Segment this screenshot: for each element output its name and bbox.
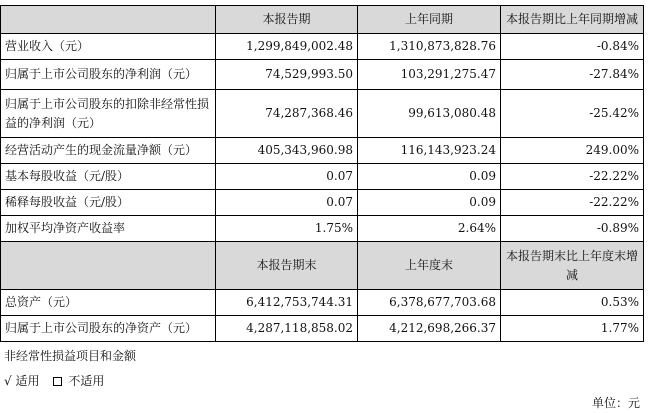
applicability-line xyxy=(4,373,104,389)
table-row xyxy=(1,316,644,342)
check-mark-icon: √ xyxy=(4,374,12,388)
table-row xyxy=(1,190,644,216)
row-prior-value: 2.64% xyxy=(358,216,501,242)
row-label: 加权平均净资产收益率 xyxy=(1,216,216,242)
table-row xyxy=(1,60,644,90)
table-row xyxy=(1,164,644,190)
row-change-value: 249.00% xyxy=(501,138,644,164)
row-change-value: -27.84% xyxy=(501,60,644,90)
unit-label: 单位：元 xyxy=(591,396,640,410)
row-prior-value: 1,310,873,828.76 xyxy=(358,34,501,60)
row-prior-value: 6,378,677,703.68 xyxy=(358,290,501,316)
header-change: 本报告期比上年同期增减 xyxy=(501,6,644,34)
row-label: 基本每股收益（元/股） xyxy=(1,164,216,190)
header2-change: 本报告期末比上年度末增减 xyxy=(501,242,644,290)
table-row xyxy=(1,138,644,164)
header2-blank-cell xyxy=(1,242,216,290)
row-label: 归属于上市公司股东的净利润（元） xyxy=(1,60,216,90)
row-prior-value: 103,291,275.47 xyxy=(358,60,501,90)
row-change-value: -22.22% xyxy=(501,190,644,216)
row-change-value: -0.89% xyxy=(501,216,644,242)
row-prior-value: 99,613,080.48 xyxy=(358,90,501,138)
row-current-value: 74,529,993.50 xyxy=(216,60,358,90)
checkbox-icon xyxy=(53,377,62,386)
header-current-period: 本报告期 xyxy=(216,6,358,34)
table-row xyxy=(1,34,644,60)
row-label: 归属于上市公司股东的净资产（元） xyxy=(1,316,216,342)
not-applicable-label: 不适用 xyxy=(68,374,105,388)
table-header-row-2 xyxy=(1,242,644,290)
row-label: 经营活动产生的现金流量净额（元） xyxy=(1,138,216,164)
row-prior-value: 0.09 xyxy=(358,164,501,190)
row-current-value: 1,299,849,002.48 xyxy=(216,34,358,60)
row-prior-value: 4,212,698,266.37 xyxy=(358,316,501,342)
row-label: 归属于上市公司股东的扣除非经常性损益的净利润（元） xyxy=(1,90,216,138)
row-change-value: -0.84% xyxy=(501,34,644,60)
non-recurring-items-heading: 非经常性损益项目和金额 xyxy=(4,349,137,363)
row-change-value: -22.22% xyxy=(501,164,644,190)
header-prior-year-end: 上年度末 xyxy=(358,242,501,290)
table-row xyxy=(1,290,644,316)
header-current-end: 本报告期末 xyxy=(216,242,358,290)
row-current-value: 0.07 xyxy=(216,190,358,216)
row-current-value: 0.07 xyxy=(216,164,358,190)
row-prior-value: 0.09 xyxy=(358,190,501,216)
header-prior-period: 上年同期 xyxy=(358,6,501,34)
row-current-value: 6,412,753,744.31 xyxy=(216,290,358,316)
row-current-value: 405,343,960.98 xyxy=(216,138,358,164)
row-label: 营业收入（元） xyxy=(1,34,216,60)
financial-summary-table xyxy=(0,5,644,342)
row-current-value: 74,287,368.46 xyxy=(216,90,358,138)
row-label: 稀释每股收益（元/股） xyxy=(1,190,216,216)
row-change-value: 1.77% xyxy=(501,316,644,342)
table-row xyxy=(1,216,644,242)
row-current-value: 4,287,118,858.02 xyxy=(216,316,358,342)
row-prior-value: 116,143,923.24 xyxy=(358,138,501,164)
applicable-label: 适用 xyxy=(15,374,40,388)
table-row xyxy=(1,90,644,138)
row-change-value: 0.53% xyxy=(501,290,644,316)
row-current-value: 1.75% xyxy=(216,216,358,242)
row-change-value: -25.42% xyxy=(501,90,644,138)
header-blank-cell xyxy=(1,6,216,34)
table-header-row xyxy=(1,6,644,34)
row-label: 总资产（元） xyxy=(1,290,216,316)
